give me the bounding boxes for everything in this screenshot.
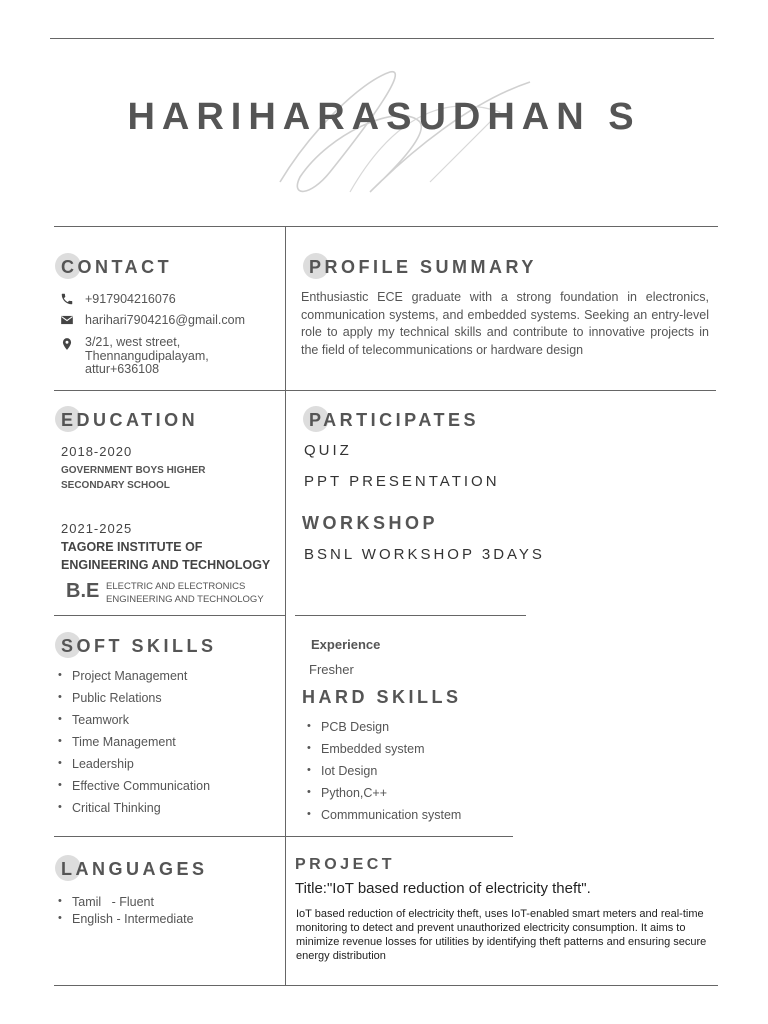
- contact-heading: CONTACT: [61, 257, 172, 278]
- address-lines: 3/21, west street, Thennangudipalayam, attur+636108: [85, 335, 209, 376]
- degree-name: ELECTRIC AND ELECTRONICS ENGINEERING AND TECHNOLOGY: [106, 581, 264, 605]
- list-item: • English - Intermediate: [58, 912, 194, 929]
- list-item: • Commmunication system: [307, 808, 461, 830]
- row-divider-left-2: [54, 615, 285, 616]
- email-address[interactable]: harihari7904216@gmail.com: [85, 313, 245, 327]
- header-divider: [54, 226, 718, 227]
- list-item: • Embedded system: [307, 742, 461, 764]
- education-heading: EDUCATION: [61, 410, 198, 431]
- column-divider: [285, 226, 286, 986]
- contact-address: [60, 336, 209, 377]
- row-divider-1: [54, 390, 716, 391]
- project-heading: PROJECT: [295, 856, 396, 873]
- list-item: • Effective Communication: [58, 779, 210, 801]
- phone-number[interactable]: +917904216076: [85, 292, 176, 306]
- location-pin-icon: [60, 336, 74, 352]
- bottom-rule: [54, 985, 718, 986]
- soft-skills-heading: SOFT SKILLS: [61, 636, 217, 657]
- list-item: • Critical Thinking: [58, 801, 210, 823]
- education-years-1: 2018-2020: [61, 444, 133, 459]
- list-item: • PCB Design: [307, 720, 461, 742]
- education-school-2: TAGORE INSTITUTE OF ENGINEERING AND TECHNOLOGY: [61, 540, 271, 572]
- list-item: • Python,C++: [307, 786, 461, 808]
- list-item: • Time Management: [58, 735, 210, 757]
- phone-icon: [60, 292, 74, 306]
- list-item: • Project Management: [58, 669, 210, 691]
- contact-phone: [60, 292, 176, 306]
- participation-item-1: QUIZ: [304, 442, 352, 459]
- row-divider-left-3: [54, 836, 285, 837]
- experience-value: Fresher: [309, 662, 354, 677]
- education-years-2: 2021-2025: [61, 521, 133, 536]
- participation-item-2: PPT PRESENTATION: [304, 473, 500, 490]
- workshop-heading: WORKSHOP: [302, 513, 438, 533]
- participates-heading: PARTICIPATES: [309, 410, 479, 431]
- list-item: • Leadership: [58, 757, 210, 779]
- project-title: Title:"IoT based reduction of electricity theft".: [295, 880, 591, 897]
- row-divider-right-3: [285, 836, 513, 837]
- profile-summary-text: Enthusiastic ECE graduate with a strong foundation in electronics, communication systems, and embedded systems. Seeking an entry-level role to apply my technical skills and contribute to innovative projects in the field of telecommunications or hardware design: [301, 290, 709, 357]
- top-rule: [50, 38, 714, 39]
- list-item: • Teamwork: [58, 713, 210, 735]
- row-divider-right-2: [295, 615, 526, 616]
- candidate-name: HARIHARASUDHAN S: [127, 96, 641, 138]
- workshop-item: BSNL WORKSHOP 3DAYS: [304, 546, 545, 563]
- soft-skills-list: [58, 669, 210, 823]
- project-description: IoT based reduction of electricity theft, uses IoT-enabled smart meters and real-time monitoring to detect and prevent unauthorized electricity consumption. It aims to minimize revenue losses for utilities by identifying theft patterns and ensuring secure energy distribution: [296, 908, 707, 962]
- contact-email: [60, 313, 245, 327]
- degree-abbrev: B.E: [66, 580, 100, 602]
- experience-heading: Experience: [311, 637, 381, 652]
- list-item: • Public Relations: [58, 691, 210, 713]
- hard-skills-heading: HARD SKILLS: [302, 687, 462, 707]
- mail-icon: [60, 313, 74, 327]
- languages-heading: LANGUAGES: [61, 859, 208, 880]
- hard-skills-list: [307, 720, 461, 830]
- languages-list: [58, 895, 194, 929]
- list-item: • Tamil - Fluent: [58, 895, 194, 912]
- profile-summary-heading: PROFILE SUMMARY: [309, 257, 537, 278]
- education-school-1: GOVERNMENT BOYS HIGHER SECONDARY SCHOOL: [61, 465, 206, 491]
- list-item: • Iot Design: [307, 764, 461, 786]
